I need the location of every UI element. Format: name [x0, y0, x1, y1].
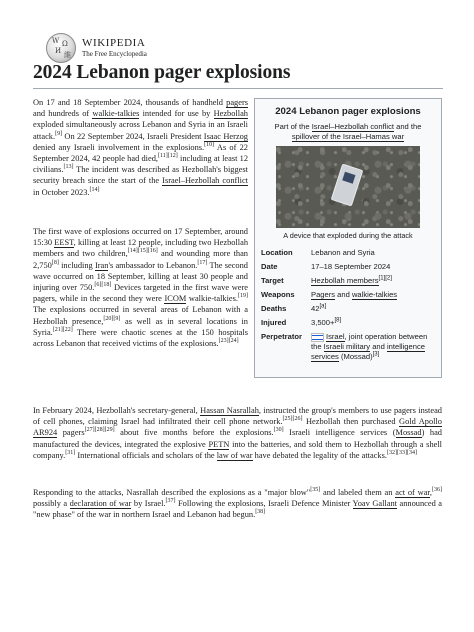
- label-date: Date: [261, 262, 278, 271]
- title-divider: [33, 88, 443, 89]
- ref[interactable]: [11][12]: [158, 153, 178, 160]
- link-gold-apollo[interactable]: Gold Apollo AR924: [33, 417, 442, 438]
- link-isaac-herzog[interactable]: Isaac Herzog: [203, 131, 248, 141]
- label-deaths: Deaths: [261, 304, 287, 313]
- link-act-of-war[interactable]: act of war: [395, 488, 430, 497]
- link-walkie-talkies[interactable]: walkie-talkies: [351, 290, 398, 299]
- link-spillover[interactable]: spillover of the Israel–Hamas war: [291, 132, 405, 141]
- infobox-table: Location Lebanon and Syria Date 17–18 September 2024 Target Hezbollah members[1][2] Weapons Pagers and walkie-talkies Deaths 42[a] Injured 3,500+[8] Perpetrator Israel, joint operation between the Israeli military and intelligence services (Mossad)[3]: [261, 246, 437, 364]
- ref[interactable]: [1][2]: [378, 275, 392, 282]
- link-declaration-of-war[interactable]: declaration of war: [69, 499, 132, 509]
- link-intelligence-services[interactable]: intelligence services: [311, 342, 425, 361]
- paragraph-response: Responding to the attacks, Nasrallah described the explosions as a "major blow"[35] and labeled them an act of war,[36] possibly a declaration of war by Israel.[37] Following the explosions, Israeli Defence Minister Yoav Gallant announced a "new phase" of the war in northern Israel and Lebanon had begun.[38]: [33, 487, 443, 520]
- label-location: Location: [261, 248, 293, 257]
- paragraph-waves: The first wave of explosions occurred on 17 September, around 15:30 EEST, killing at least 12 people, including two Hezbollah members and two children,[14][15][16] and wounding more than 2,750[8] including Iran's ambassador to Lebanon.[17] The second wave occurred on 18 September, killing at least 30 people and injuring over 750.[6][18] Devices targeted in the first wave were pagers, while in the second they were ICOM walkie-talkies.[19] The explosions occurred in several areas of Lebanon with a Hezbollah presence,[20][9] as well as in several locations in Syria.[21][22] There were chaotic scenes at the 150 hospitals across Lebanon that received victims of the explosions.[23][24]: [33, 227, 249, 349]
- ref[interactable]: [21][22]: [52, 327, 73, 334]
- israel-flag-icon: [311, 333, 324, 342]
- infobox: [254, 98, 442, 378]
- link-israel[interactable]: Israel: [326, 332, 345, 341]
- link-israel-hezbollah-conflict[interactable]: Israel–Hezbollah conflict: [311, 122, 394, 131]
- ref[interactable]: [30]: [273, 427, 284, 434]
- page-title: 2024 Lebanon pager explosions: [33, 62, 291, 83]
- value-location: Lebanon and Syria: [311, 248, 375, 257]
- infobox-image[interactable]: [276, 146, 420, 228]
- label-perpetrator: Perpetrator: [261, 332, 302, 341]
- infobox-title: 2024 Lebanon pager explosions: [275, 106, 421, 117]
- ref[interactable]: [38]: [255, 509, 266, 516]
- value-injured: 3,500+: [311, 318, 335, 327]
- link-walkie-talkies[interactable]: walkie-talkies: [92, 109, 140, 119]
- ref[interactable]: [a]: [319, 303, 327, 310]
- ref[interactable]: [37]: [165, 498, 176, 505]
- ref[interactable]: [20][9]: [103, 315, 121, 322]
- link-law-of-war[interactable]: law of war: [216, 450, 253, 460]
- link-hezbollah[interactable]: Hezbollah: [213, 109, 248, 119]
- link-iran[interactable]: Iran: [94, 260, 109, 270]
- ref[interactable]: [32][33][34]: [386, 450, 417, 457]
- value-deaths: 42: [311, 304, 320, 313]
- ref[interactable]: [6][18]: [94, 282, 112, 289]
- wordmark: WIKIPEDIA: [82, 37, 146, 49]
- tagline: The Free Encyclopedia: [82, 50, 147, 58]
- link-yoav-gallant[interactable]: Yoav Gallant: [352, 499, 397, 509]
- ref[interactable]: [25][26]: [282, 416, 303, 423]
- paragraph-intro: On 17 and 18 September 2024, thousands of handheld pagers and hundreds of walkie-talkies intended for use by Hezbollah exploded simultaneously across Lebanon and Syria in an Israeli attack.[9] On 22 September 2024, Israeli President Isaac Herzog denied any Israeli involvement in the explosions.[10] As of 22 September 2024, 42 people had died,[11][12] including at least 12 civilians.[13] The incident was described as Hezbollah's biggest security breach since the start of the Israel–Hezbollah conflict in October 2023.[14]: [33, 98, 249, 197]
- paragraph-background: In February 2024, Hezbollah's secretary-general, Hassan Nasrallah, instructed the group's members to use pagers instead of cell phones, claiming Israel had infiltrated their cell phone network.[25][26] Hezbollah then purchased Gold Apollo AR924 pagers[27][28][29] about five months before the explosions.[30] Israeli intelligence services (Mossad) had manufactured the devices, integrated the explosive PETN into the batteries, and sold them to Hezbollah through a shell company.[31] International officials and scholars of the law of war have debated the legality of the attacks.[32][33][34]: [33, 406, 442, 460]
- link-hassan-nasrallah[interactable]: Hassan Nasrallah: [200, 406, 259, 415]
- ref[interactable]: [8]: [334, 317, 342, 324]
- wikipedia-globe-icon: W Ω И 維: [46, 33, 76, 63]
- label-injured: Injured: [261, 318, 287, 327]
- wikipedia-logo[interactable]: [46, 33, 147, 63]
- link-pagers[interactable]: Pagers: [311, 290, 336, 299]
- ref[interactable]: [14][15][16]: [127, 248, 158, 255]
- link-icom[interactable]: ICOM: [164, 294, 187, 304]
- value-date: 17–18 September 2024: [311, 262, 391, 271]
- ref[interactable]: [9]: [55, 130, 63, 137]
- ref[interactable]: [3]: [372, 351, 380, 358]
- ref[interactable]: [31]: [65, 450, 76, 457]
- ref[interactable]: [36]: [431, 487, 442, 494]
- link-mossad[interactable]: Mossad: [395, 428, 422, 438]
- link-target[interactable]: Hezbollah members: [311, 276, 379, 285]
- ref[interactable]: [14]: [89, 186, 100, 193]
- ref[interactable]: [17]: [197, 259, 208, 266]
- ref[interactable]: [35]: [310, 487, 321, 494]
- ref[interactable]: [8]: [51, 259, 59, 266]
- link-pagers[interactable]: pagers: [226, 98, 248, 107]
- label-weapons: Weapons: [261, 290, 295, 299]
- pager-device-image: [331, 164, 364, 207]
- ref[interactable]: [10]: [204, 142, 215, 149]
- ref[interactable]: [13]: [63, 164, 74, 171]
- ref[interactable]: [27][28][29]: [84, 427, 115, 434]
- label-target: Target: [261, 276, 284, 285]
- ref[interactable]: [23][24]: [218, 338, 239, 345]
- infobox-subtitle: Part of the Israel–Hezbollah conflict and the spillover of the Israel–Hamas war: [274, 122, 422, 141]
- link-petn[interactable]: PETN: [208, 439, 230, 449]
- link-israeli-military[interactable]: Israeli military: [323, 342, 371, 351]
- ref[interactable]: [19]: [237, 293, 248, 300]
- link-eest[interactable]: EEST: [54, 238, 74, 248]
- image-caption: A device that exploded during the attack: [283, 231, 413, 240]
- link-israel-hezbollah-conflict[interactable]: Israel–Hezbollah conflict: [162, 176, 248, 186]
